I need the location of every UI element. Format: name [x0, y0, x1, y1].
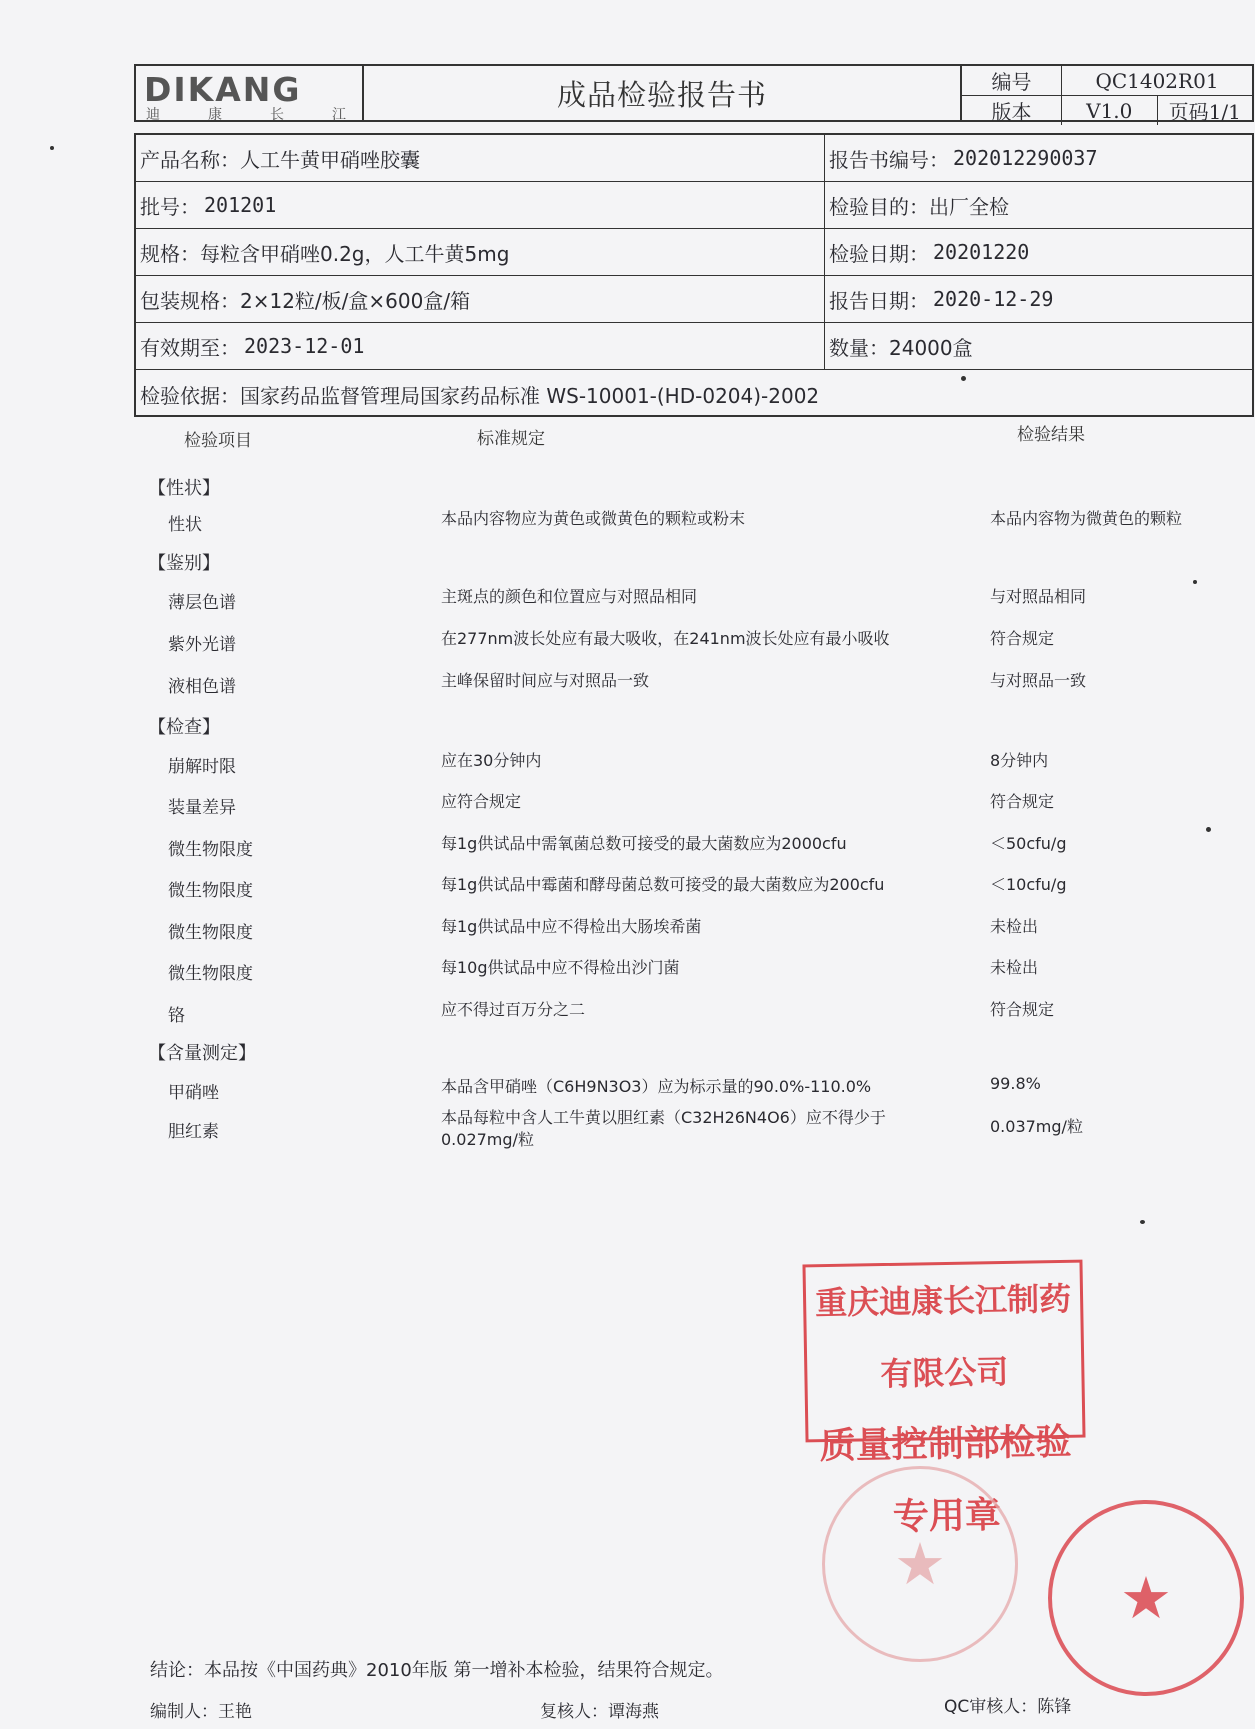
- test-item: 装量差异: [168, 798, 236, 818]
- test-item: 微生物限度: [168, 840, 253, 860]
- code-value: QC1402R01: [1062, 66, 1252, 96]
- test-item: 微生物限度: [168, 881, 253, 901]
- test-standard: 每10g供试品中应不得检出沙门菌: [441, 958, 680, 977]
- reviewer-signature: 复核人：谭海燕: [540, 1702, 659, 1722]
- scan-speck: [1193, 580, 1197, 584]
- test-result: 符合规定: [990, 1000, 1055, 1019]
- basis-label: 检验依据：: [140, 384, 240, 408]
- test-item: 胆红素: [168, 1122, 219, 1142]
- test-result: 未检出: [990, 917, 1039, 936]
- info-row: [136, 323, 1252, 370]
- purpose-label: 检验目的：: [829, 194, 929, 219]
- star-icon: ★: [894, 1530, 946, 1598]
- test-result: 符合规定: [990, 792, 1055, 811]
- test-item: 紫外光谱: [168, 635, 236, 655]
- column-header-item: 检验项目: [184, 431, 252, 451]
- report-number-value: 202012290037: [953, 146, 1098, 170]
- qc-signature: QC审核人：陈锋: [944, 1697, 1072, 1717]
- report-date-label: 报告日期：: [829, 288, 929, 313]
- logo-text: DIKANG: [144, 70, 302, 109]
- test-result: 与对照品相同: [990, 587, 1087, 606]
- code-label: 编号: [962, 66, 1062, 96]
- report-date-value: 2020-12-29: [933, 287, 1054, 311]
- section-heading: 【性状】: [148, 478, 220, 499]
- report-title: 成品检验报告书: [364, 66, 962, 120]
- test-standard: 本品每粒中含人工牛黄以胆红素（C32H26N4O6）应不得少于0.027mg/粒: [441, 1108, 886, 1149]
- version-page-row: [1062, 96, 1252, 125]
- test-standard: 应不得过百万分之二: [441, 1000, 586, 1019]
- column-header-result: 检验结果: [1017, 425, 1085, 445]
- basis-value: 国家药品监督管理局国家药品标准 WS-10001-(HD-0204)-2002: [240, 384, 820, 408]
- author-signature: 编制人：王艳: [150, 1702, 252, 1722]
- quantity-value: 24000盒: [889, 335, 973, 360]
- test-date-value: 20201220: [933, 240, 1030, 264]
- purpose-value: 出厂全检: [929, 194, 1009, 219]
- section-heading: 【含量测定】: [148, 1043, 256, 1064]
- section-heading: 【检查】: [148, 717, 220, 738]
- test-item: 液相色谱: [168, 677, 236, 697]
- batch-value: 201201: [204, 193, 277, 217]
- report-header: [134, 64, 1254, 122]
- quality-control-stamp: [802, 1260, 1085, 1538]
- expiry-value: 2023-12-01: [244, 334, 365, 358]
- stamp-line-2: 质量控制部检验专用章: [819, 1421, 1072, 1538]
- test-item: 性状: [168, 515, 202, 535]
- info-row: [136, 182, 1252, 229]
- test-item: 微生物限度: [168, 964, 253, 984]
- test-standard: 本品含甲硝唑（C6H9N3O3）应为标示量的90.0%-110.0%: [441, 1077, 872, 1096]
- test-standard: 在277nm波长处应有最大吸收，在241nm波长处应有最小吸收: [441, 629, 890, 648]
- test-result: 符合规定: [990, 629, 1055, 648]
- quantity-label: 数量：: [829, 335, 889, 360]
- package-label: 包装规格：: [140, 288, 240, 313]
- expiry-label: 有效期至：: [140, 335, 240, 360]
- version-value: V1.0: [1086, 98, 1133, 123]
- page-number: 页码1/1: [1157, 96, 1253, 125]
- test-result: 0.037mg/粒: [990, 1117, 1083, 1136]
- conclusion-text: 结论：本品按《中国药典》2010年版 第一增补本检验，结果符合规定。: [150, 1660, 724, 1681]
- test-result: 与对照品一致: [990, 671, 1087, 690]
- scan-speck: [1206, 827, 1211, 832]
- company-seal-stamp: [1048, 1500, 1244, 1696]
- test-standard: 主斑点的颜色和位置应与对照品相同: [441, 587, 698, 606]
- spec-value: 每粒含甲硝唑0.2g，人工牛黄5mg: [200, 241, 510, 266]
- scan-speck: [961, 376, 966, 381]
- test-standard: 本品内容物应为黄色或微黄色的颗粒或粉末: [441, 509, 746, 528]
- version-label: 版本: [962, 96, 1062, 125]
- test-result: 99.8%: [990, 1074, 1041, 1093]
- faded-seal-stamp: [822, 1466, 1018, 1662]
- test-item: 微生物限度: [168, 923, 253, 943]
- test-standard: 应在30分钟内: [441, 751, 542, 770]
- package-value: 2×12粒/板/盒×600盒/箱: [240, 288, 471, 313]
- report-number-label: 报告书编号：: [829, 147, 949, 172]
- document-meta: [962, 66, 1252, 124]
- spec-label: 规格：: [140, 241, 200, 266]
- test-item: 崩解时限: [168, 757, 236, 777]
- scan-speck: [1140, 1220, 1145, 1224]
- info-row: [136, 276, 1252, 323]
- section-heading: 【鉴别】: [148, 553, 220, 574]
- test-result: 本品内容物为微黄色的颗粒: [990, 509, 1183, 528]
- test-result: ＜50cfu/g: [990, 834, 1067, 853]
- test-standard: 每1g供试品中霉菌和酵母菌总数可接受的最大菌数应为200cfu: [441, 875, 885, 894]
- info-row: [136, 229, 1252, 276]
- product-name-label: 产品名称：: [140, 147, 240, 172]
- batch-label: 批号：: [140, 194, 200, 219]
- info-row: [136, 370, 1252, 419]
- test-result: 未检出: [990, 958, 1039, 977]
- test-result: ＜10cfu/g: [990, 875, 1067, 894]
- company-logo: [136, 66, 364, 123]
- scan-speck: [50, 146, 54, 150]
- test-item: 铬: [168, 1006, 185, 1026]
- test-standard: 每1g供试品中需氧菌总数可接受的最大菌数应为2000cfu: [441, 834, 847, 853]
- logo-subtitle: 迪 康 长 江: [146, 107, 346, 123]
- test-standard: 每1g供试品中应不得检出大肠埃希菌: [441, 917, 702, 936]
- product-info-table: [134, 133, 1254, 417]
- product-name-value: 人工牛黄甲硝唑胶囊: [240, 147, 420, 172]
- column-header-standard: 标准规定: [477, 429, 545, 449]
- info-row: [136, 135, 1252, 182]
- test-item: 甲硝唑: [168, 1083, 219, 1103]
- star-icon: ★: [1120, 1564, 1172, 1632]
- test-date-label: 检验日期：: [829, 241, 929, 266]
- test-result: 8分钟内: [990, 751, 1049, 770]
- test-standard: 应符合规定: [441, 792, 522, 811]
- stamp-line-1: 重庆迪康长江制药有限公司: [814, 1279, 1072, 1394]
- test-standard: 主峰保留时间应与对照品一致: [441, 671, 650, 690]
- test-item: 薄层色谱: [168, 593, 236, 613]
